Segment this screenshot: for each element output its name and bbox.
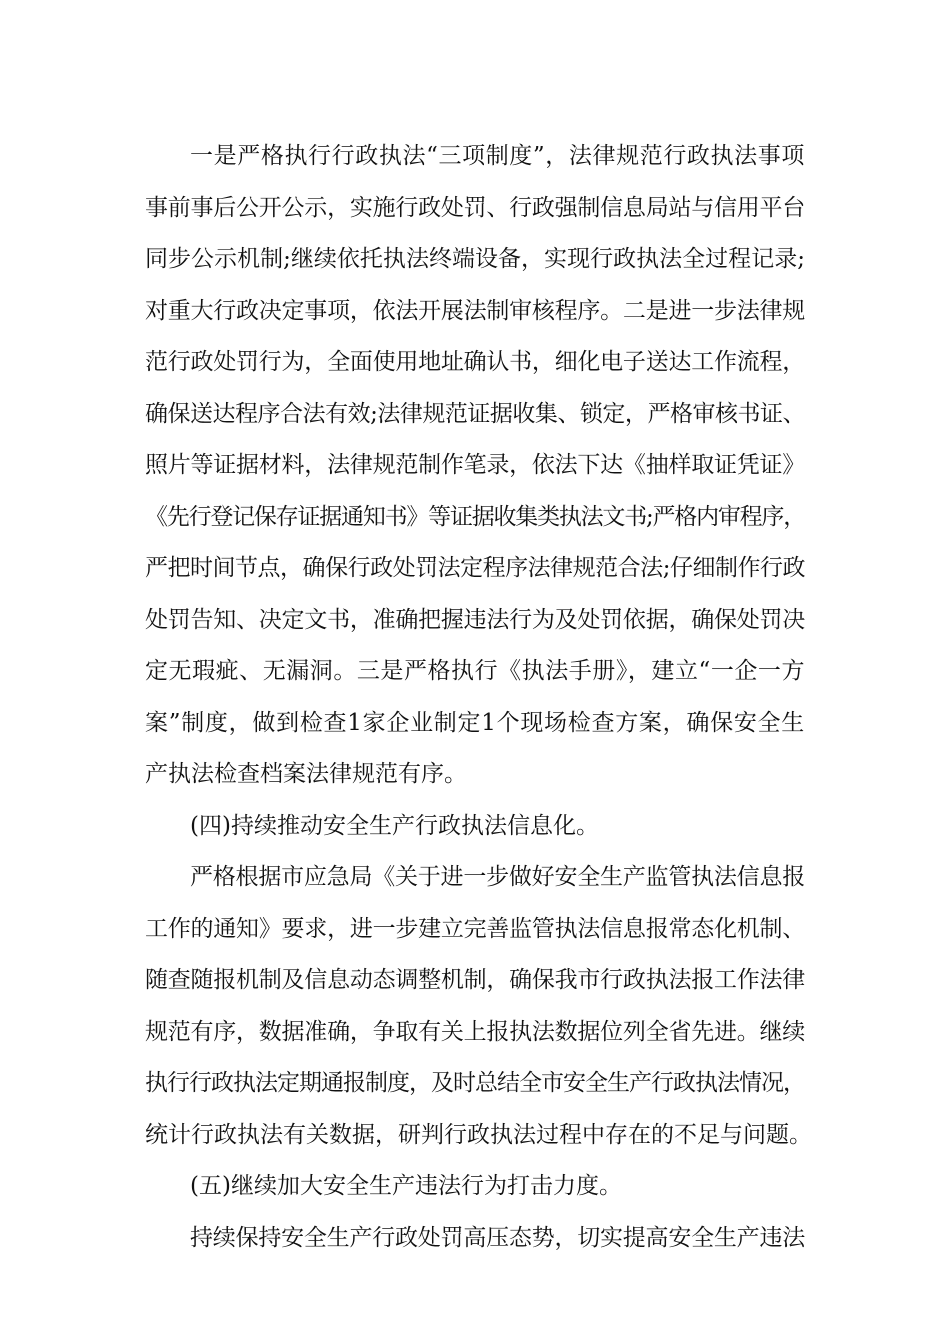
text-line: 确保送达程序合法有效;法律规范证据收集、锁定，严格审核书证、: [145, 401, 805, 427]
text-line: 工作的通知》要求，进一步建立完善监管执法信息报常态化机制、: [145, 916, 805, 942]
text-line: 《先行登记保存证据通知书》等证据收集类执法文书;严格内审程序，: [145, 504, 805, 530]
text-line: 规范有序，数据准确，争取有关上报执法数据位列全省先进。继续: [145, 1019, 805, 1045]
text-line: 定无瑕疵、无漏洞。三是严格执行《执法手册》，建立“一企一方: [145, 658, 805, 684]
text-line: 持续保持安全生产行政处罚高压态势，切实提高安全生产违法: [190, 1225, 806, 1251]
text-line: 严把时间节点，确保行政处罚法定程序法律规范合法;仔细制作行政: [145, 555, 805, 581]
text-line: 产执法检查档案法律规范有序。: [145, 761, 467, 787]
text-line: 严格根据市应急局《关于进一步做好安全生产监管执法信息报: [190, 864, 806, 890]
text-line: 执行行政执法定期通报制度，及时总结全市安全生产行政执法情况，: [145, 1070, 805, 1096]
text-line: (五)继续加大安全生产违法行为打击力度。: [190, 1173, 622, 1199]
text-line: 范行政处罚行为，全面使用地址确认书，细化电子送达工作流程，: [145, 349, 805, 375]
text-line: 随查随报机制及信息动态调整机制，确保我市行政执法报工作法律: [145, 967, 805, 993]
text-line: (四)持续推动安全生产行政执法信息化。: [190, 813, 599, 839]
text-line: 处罚告知、决定文书，准确把握违法行为及处罚依据，确保处罚决: [145, 607, 805, 633]
text-line: 案”制度，做到检查1家企业制定1个现场检查方案，确保安全生: [145, 710, 805, 736]
text-line: 一是严格执行行政执法“三项制度”，法律规范行政执法事项: [190, 143, 805, 169]
text-line: 对重大行政决定事项，依法开展法制审核程序。二是进一步法律规: [145, 298, 805, 324]
text-line: 统计行政执法有关数据，研判行政执法过程中存在的不足与问题。: [145, 1122, 812, 1148]
text-line: 事前事后公开公示，实施行政处罚、行政强制信息局站与信用平台: [145, 195, 805, 221]
text-line: 同步公示机制;继续依托执法终端设备，实现行政执法全过程记录;: [145, 246, 805, 272]
text-line: 照片等证据材料，法律规范制作笔录，依法下达《抽样取证凭证》: [145, 452, 805, 478]
